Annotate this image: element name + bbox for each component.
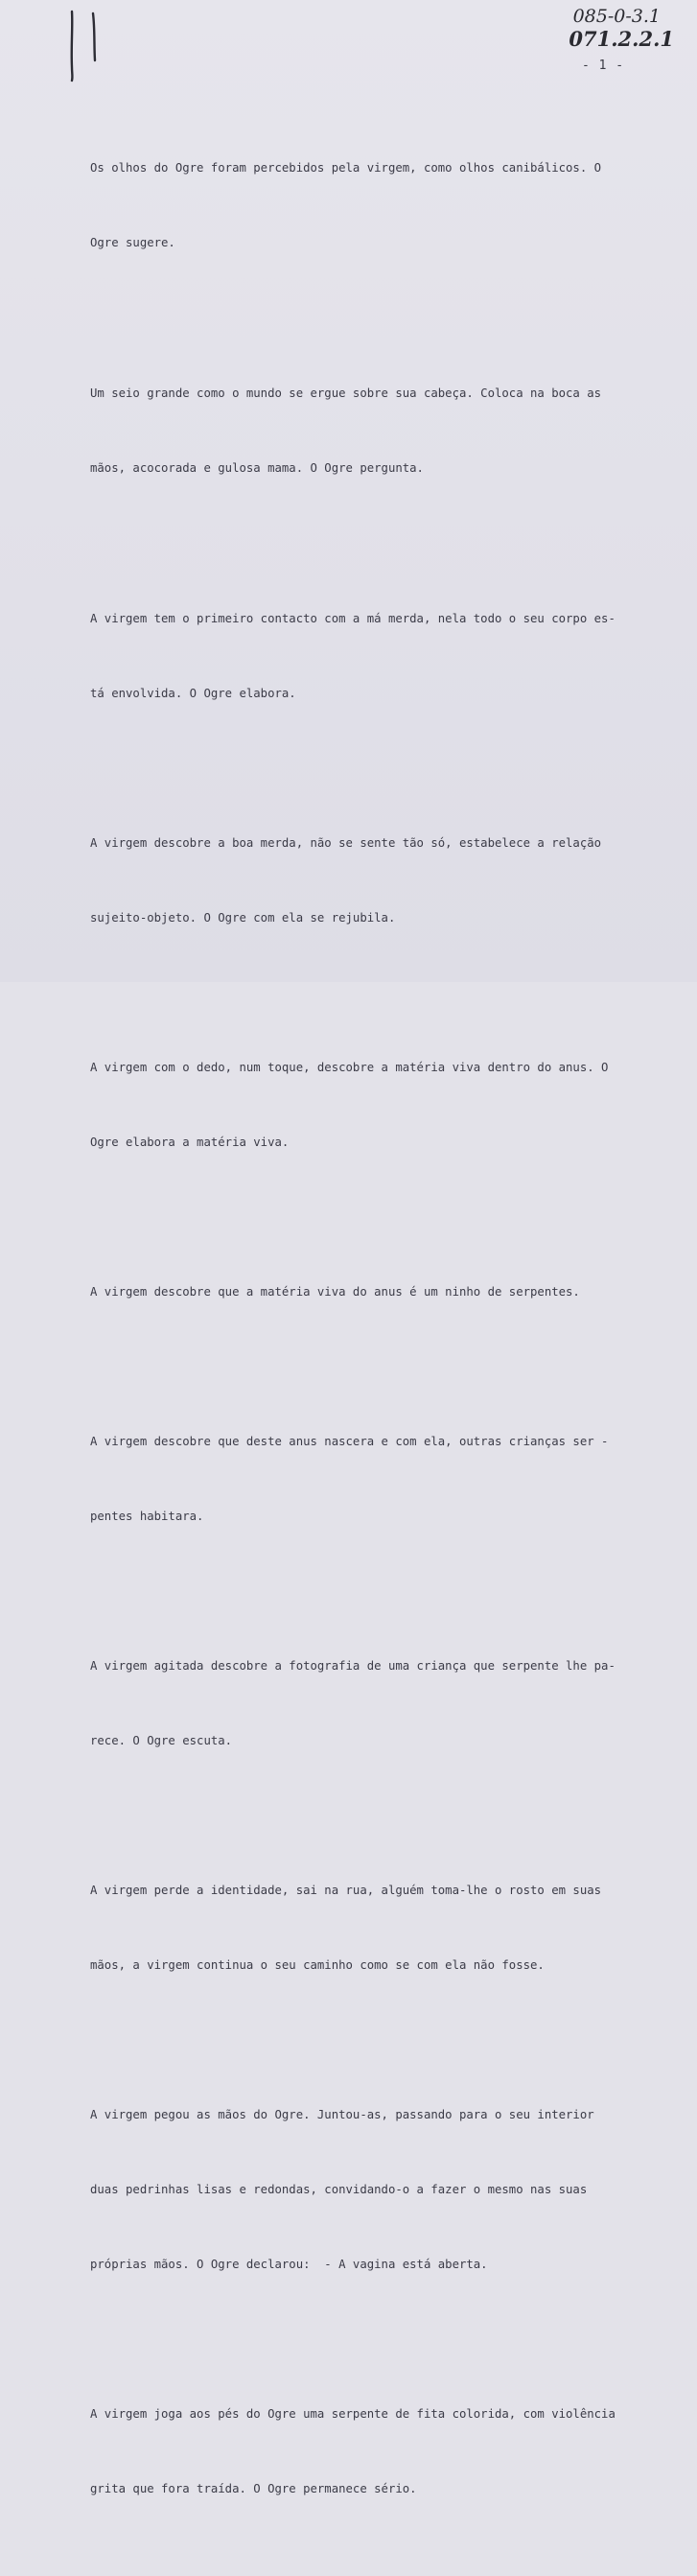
handwritten-margin-mark [65,8,104,84]
paragraph-line: A virgem descobre que a matéria viva do anus é um ninho de serpentes. [90,1285,580,1299]
paragraph-2 [90,331,656,530]
archive-ref-2: 071.2.2.1 [569,27,674,51]
paragraph-9 [90,1828,656,2027]
paragraph-10 [90,2052,656,2327]
paragraph-line: A virgem perde a identidade, sai na rua, alguém toma-lhe o rosto em suas [90,1884,602,1897]
paragraph-line: tá envolvida. O Ogre elabora. [90,687,296,700]
paragraph-5 [90,1005,656,1205]
paragraph-line: Um seio grande como o mundo se ergue sobre sua cabeça. Coloca na boca as [90,386,602,400]
body-text [90,105,656,2576]
paragraph-line: A virgem joga aos pés do Ogre uma serpente de fita colorida, com violência [90,2407,616,2421]
paragraph-7 [90,1379,656,1579]
paragraph-line: sujeito-objeto. O Ogre com ela se rejubila. [90,911,396,925]
paragraph-line: A virgem descobre que deste anus nascera e com ela, outras crianças ser - [90,1435,609,1448]
paragraph-line: rece. O Ogre escuta. [90,1734,233,1747]
paragraph-line: próprias mãos. O Ogre declarou: - A vagina está aberta. [90,2258,488,2271]
paragraph-3 [90,556,656,756]
paragraph-6 [90,1229,656,1354]
paragraph-1 [90,105,656,305]
paragraph-line: pentes habitara. [90,1510,204,1523]
paragraph-line: mãos, a virgem continua o seu caminho como se com ela não fosse. [90,1958,545,1972]
paragraph-line: duas pedrinhas lisas e redondas, convidando-o a fazer o mesmo nas suas [90,2183,588,2196]
paragraph-line: A virgem tem o primeiro contacto com a má merda, nela todo o seu corpo es- [90,612,616,625]
paragraph-line: Ogre sugere. [90,236,175,249]
paragraph-line: A virgem com o dedo, num toque, descobre a matéria viva dentro do anus. O [90,1061,609,1074]
paragraph-line: A virgem pegou as mãos do Ogre. Juntou-as, passando para o seu interior [90,2108,594,2121]
paragraph-line: grita que fora traída. O Ogre permanece sério. [90,2482,417,2495]
paragraph-line: mãos, acocorada e gulosa mama. O Ogre pergunta. [90,461,424,475]
paragraph-11 [90,2352,656,2551]
paragraph-line: Ogre elabora a matéria viva. [90,1136,290,1149]
paragraph-line: A virgem agitada descobre a fotografia de uma criança que serpente lhe pa- [90,1659,616,1673]
paragraph-8 [90,1604,656,1803]
page-number: - 1 - [582,59,625,73]
paragraph-line: Os olhos do Ogre foram percebidos pela virgem, como olhos canibálicos. O [90,161,602,175]
paragraph-line: A virgem descobre a boa merda, não se sente tão só, estabelece a relação [90,836,602,850]
paragraph-4 [90,781,656,980]
archive-ref-1: 085-0-3.1 [572,6,661,27]
archive-reference-notes [569,6,674,50]
